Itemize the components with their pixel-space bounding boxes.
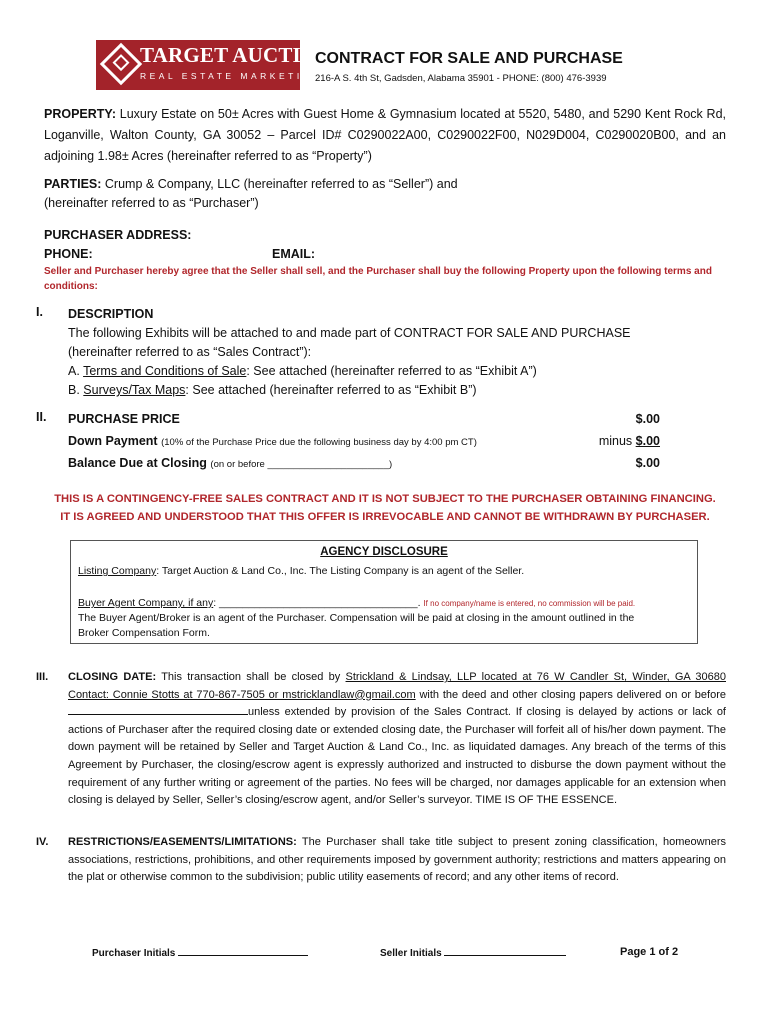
restrictions-label: RESTRICTIONS/EASEMENTS/LIMITATIONS: — [68, 836, 297, 848]
diamond-logo-icon — [100, 43, 142, 85]
parties-paragraph — [44, 175, 726, 213]
property-label: PROPERTY: — [44, 107, 116, 121]
buyer-agent-line — [78, 597, 635, 609]
agency-disclosure-box — [70, 540, 698, 644]
buyer-agent-text-2: Broker Compensation Form. — [78, 627, 210, 639]
section-3-number: III. — [36, 671, 49, 683]
down-payment-note: (10% of the Purchase Price due the following business day by 4:00 pm CT) — [161, 437, 477, 448]
agreement-note: Seller and Purchaser hereby agree that the Seller shall sell, and the Purchaser shall buy the following Property upon the following terms and conditions: — [44, 266, 712, 292]
exhibit-b-text: : See attached (hereinafter referred to as “Exhibit B”) — [185, 383, 477, 397]
purchase-price-value: $.00 — [635, 412, 660, 426]
closing-agent-link[interactable]: Strickland & Lindsay, LLP located at 76 W Candler St, Winder, GA 30680 Contact: Connie Stotts at 770-867-7505 or mstricklandlaw@gmail.com — [68, 671, 726, 701]
section-1-intro: The following Exhibits will be attached to and made part of CONTRACT FOR SALE AND PURCHASE (hereinafter referred to as “Sales Contract”): — [68, 326, 631, 359]
closing-date-blank[interactable] — [68, 714, 248, 715]
contingency-line-2: IT IS AGREED AND UNDERSTOOD THAT THIS OFFER IS IRREVOCABLE AND CANNOT BE WITHDRAWN BY PURCHASER. — [60, 511, 710, 523]
closing-text-a: This transaction shall be closed by — [161, 671, 341, 683]
seller-initials-blank[interactable] — [444, 955, 566, 956]
exhibit-a-prefix: A. — [68, 364, 80, 378]
exhibit-a-line — [68, 362, 537, 381]
exhibit-b-line — [68, 381, 477, 400]
phone-label: PHONE: — [44, 247, 93, 261]
buyer-agent-blank[interactable]: : __________________________________. — [213, 597, 421, 609]
restrictions-text: The Purchaser shall take title subject to present zoning classification, homeowners associations, restrictions, prohibitions, and other requirements imposed by government authority; restrictions and matters appearing on the plat or otherwise common to the subdivision; public utility easements of record; and any other items of record. — [68, 836, 726, 884]
purchaser-initials — [92, 948, 308, 959]
target-auction-logo — [96, 40, 333, 90]
exhibit-a-link: Terms and Conditions of Sale — [83, 364, 247, 378]
exhibit-a-text: : See attached (hereinafter referred to as “Exhibit A”) — [246, 364, 537, 378]
property-text: Luxury Estate on 50± Acres with Guest Home & Gymnasium located at 5520, 5480, and 5290 Kent Rock Rd, Loganville, Walton County, GA 30052 – Parcel ID# C0290022A00, C0290022F00, N029D004, C0290020B00, and an adjoining 1.98± Acres (hereinafter referred to as “Property”) — [44, 107, 726, 163]
exhibit-b-link: Surveys/Tax Maps — [83, 383, 186, 397]
listing-company-label: Listing Company — [78, 565, 157, 577]
seller-initials-label: Seller Initials — [380, 948, 442, 959]
balance-due-line — [68, 454, 392, 474]
agency-disclosure-title: AGENCY DISCLOSURE — [320, 546, 448, 558]
balance-due-value: $.00 — [635, 456, 660, 470]
section-2-number: II. — [36, 410, 47, 424]
closing-date-label: CLOSING DATE: — [68, 671, 157, 683]
purchaser-initials-blank[interactable] — [178, 955, 308, 956]
parties-line2: (hereinafter referred to as “Purchaser”) — [44, 196, 259, 210]
buyer-agent-label: Buyer Agent Company, if any — [78, 597, 214, 609]
buyer-agent-text-1: The Buyer Agent/Broker is an agent of the Purchaser. Compensation will be paid at closing in the amount outlined in the — [78, 612, 635, 624]
logo-tagline: REAL ESTATE MARKETING — [140, 71, 323, 81]
restrictions-paragraph — [68, 834, 726, 887]
closing-date-paragraph — [68, 669, 726, 810]
listing-company-text: : Target Auction & Land Co., Inc. The Listing Company is an agent of the Seller. — [156, 565, 525, 577]
listing-company-line — [78, 565, 524, 577]
document-title: CONTRACT FOR SALE AND PURCHASE — [315, 50, 623, 67]
seller-initials — [380, 948, 566, 959]
section-2-heading: PURCHASE PRICE — [68, 412, 180, 426]
section-4-number: IV. — [36, 836, 49, 848]
balance-due-label: Balance Due at Closing — [68, 456, 207, 470]
email-label: EMAIL: — [272, 247, 316, 261]
property-paragraph — [44, 104, 726, 167]
company-address: 216-A S. 4th St, Gadsden, Alabama 35901 - PHONE: (800) 476-3939 — [315, 73, 607, 84]
exhibit-b-prefix: B. — [68, 383, 80, 397]
closing-text-c: unless extended by provision of the Sales Contract. If closing is delayed by actions or lack of actions of Purchaser after the required closing date or extended closing date, the Purchaser will forfeit all of his/her down payment. The down payment will be retained by Seller and Target Auction & Land Co., Inc. as liquidated damages. Any breach of the terms of this Agreement by Purchaser, the closing/escrow agent is expressly authorized and instructed to disburse the down payment without the requirement of any further writing or agreement of the parties. No fees will be charged, nor damages applicable for an extension when closing is delayed by Seller, Seller’s closing/escrow agent, and/or Seller’s surveyor. TIME IS OF THE ESSENCE. — [68, 706, 726, 807]
section-1-number: I. — [36, 305, 43, 319]
contingency-line-1: THIS IS A CONTINGENCY-FREE SALES CONTRACT AND IT IS NOT SUBJECT TO THE PURCHASER OBTAINING FINANCING. — [54, 493, 716, 505]
down-payment-value: $.00 — [635, 434, 660, 448]
down-payment-label: Down Payment — [68, 434, 158, 448]
section-1-heading: DESCRIPTION — [68, 307, 154, 321]
purchaser-address-label: PURCHASER ADDRESS: — [44, 228, 192, 242]
balance-due-note: (on or before _______________________) — [210, 459, 393, 470]
purchaser-initials-label: Purchaser Initials — [92, 948, 176, 959]
down-payment-prefix: minus — [598, 434, 633, 448]
down-payment-amount — [560, 432, 660, 451]
down-payment-line — [68, 432, 477, 452]
page-number: Page 1 of 2 — [620, 946, 679, 958]
logo-name: TARGET AUCTION — [140, 43, 333, 67]
parties-line1: Crump & Company, LLC (hereinafter referred to as “Seller”) and — [104, 177, 458, 191]
parties-label: PARTIES: — [44, 177, 102, 191]
buyer-agent-note: If no company/name is entered, no commission will be paid. — [423, 599, 636, 608]
closing-text-b: with the deed and other closing papers delivered on or before — [419, 688, 726, 701]
